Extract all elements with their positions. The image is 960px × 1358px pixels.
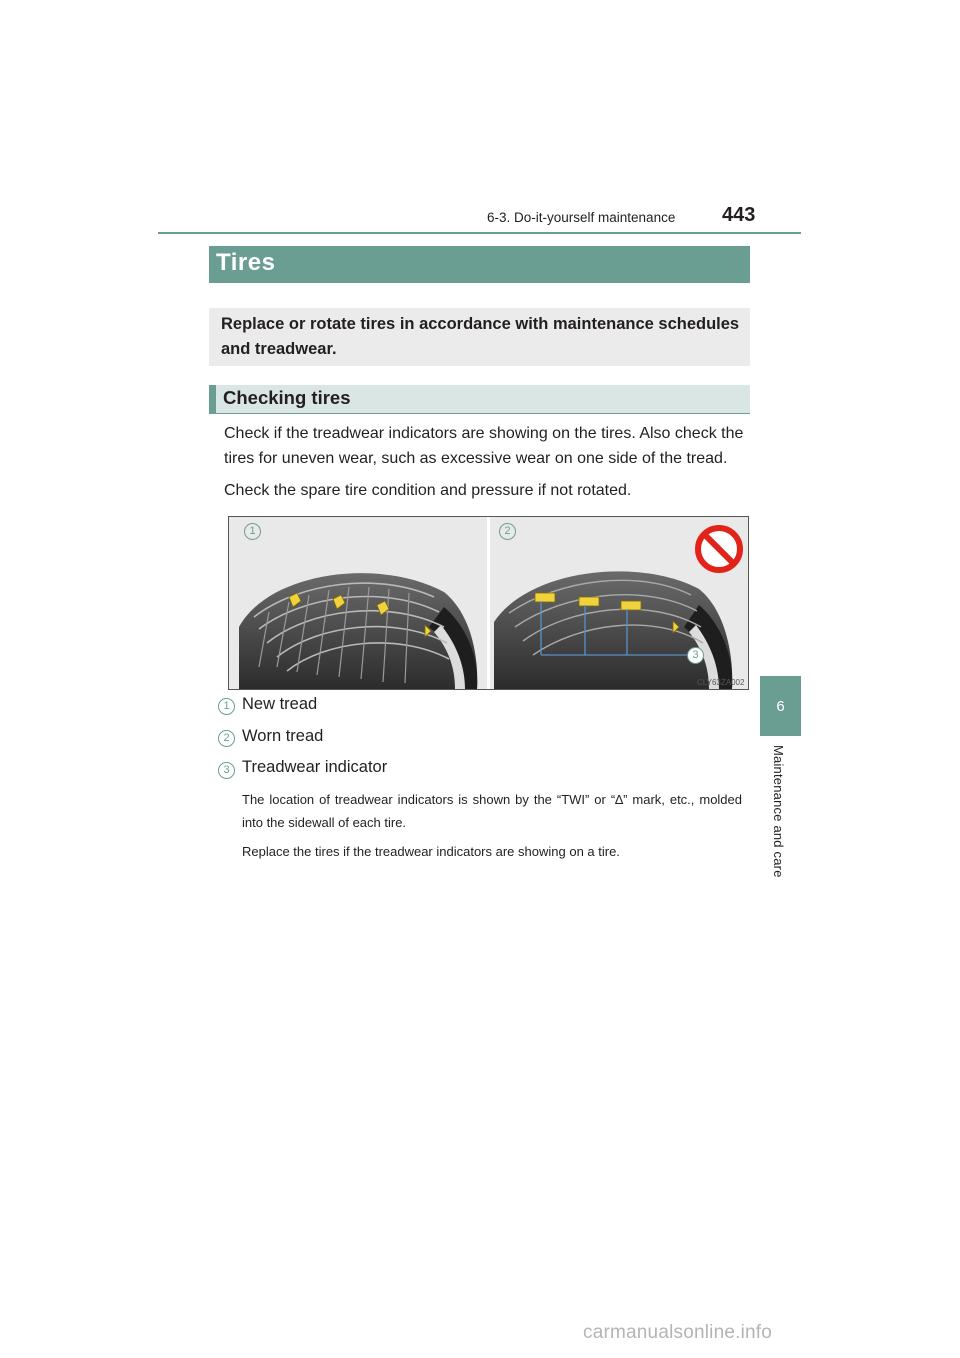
tire-illustration-svg bbox=[229, 517, 748, 689]
header-rule bbox=[158, 232, 801, 234]
page-title: Tires bbox=[216, 249, 276, 276]
note-indicator-location: The location of treadwear indicators is shown by the “TWI” or “∆” mark, etc., molded into the sidewall of each tire. bbox=[242, 792, 742, 830]
legend-label-treadwear-indicator: Treadwear indicator bbox=[242, 758, 388, 776]
body-paragraph-2: Check the spare tire condition and pressure if not rotated. bbox=[224, 482, 632, 499]
illustration-code: CLY63ZA002 bbox=[697, 678, 745, 687]
section-heading-bar bbox=[209, 385, 216, 413]
illustration-marker-1: 1 bbox=[244, 523, 261, 540]
note-replace-tires: Replace the tires if the treadwear indicators are showing on a tire. bbox=[242, 844, 620, 859]
chapter-tab bbox=[760, 676, 801, 736]
legend-label-new-tread: New tread bbox=[242, 695, 318, 713]
intro-text: Replace or rotate tires in accordance with maintenance schedules and treadwear. bbox=[221, 315, 740, 358]
section-heading: Checking tires bbox=[223, 387, 351, 408]
tire-illustration bbox=[228, 516, 749, 690]
page-title-band bbox=[209, 246, 750, 283]
section-heading-band bbox=[209, 385, 750, 414]
running-header-section: 6-3. Do-it-yourself maintenance bbox=[487, 210, 676, 225]
chapter-number: 6 bbox=[776, 697, 785, 715]
legend-number-2: 2 bbox=[218, 730, 235, 747]
worn-tread-tire bbox=[494, 571, 732, 689]
legend-number-1: 1 bbox=[218, 698, 235, 715]
legend-number-3: 3 bbox=[218, 762, 235, 779]
body-paragraph-1: Check if the treadwear indicators are showing on the tires. Also check the tires for uneven wear, such as excessive wear on one side of the tread. bbox=[224, 425, 744, 467]
chapter-title: Maintenance and care bbox=[771, 745, 786, 878]
legend-label-worn-tread: Worn tread bbox=[242, 727, 324, 745]
chapter-title-vertical bbox=[771, 745, 791, 890]
no-entry-icon bbox=[698, 528, 740, 570]
page-number: 443 bbox=[722, 204, 756, 226]
illustration-marker-2: 2 bbox=[499, 523, 516, 540]
illustration-marker-3: 3 bbox=[687, 647, 704, 664]
panel-divider bbox=[487, 517, 490, 689]
intro-box bbox=[209, 308, 750, 366]
new-tread-tire bbox=[239, 573, 477, 689]
watermark: carmanualsonline.info bbox=[583, 1322, 773, 1343]
